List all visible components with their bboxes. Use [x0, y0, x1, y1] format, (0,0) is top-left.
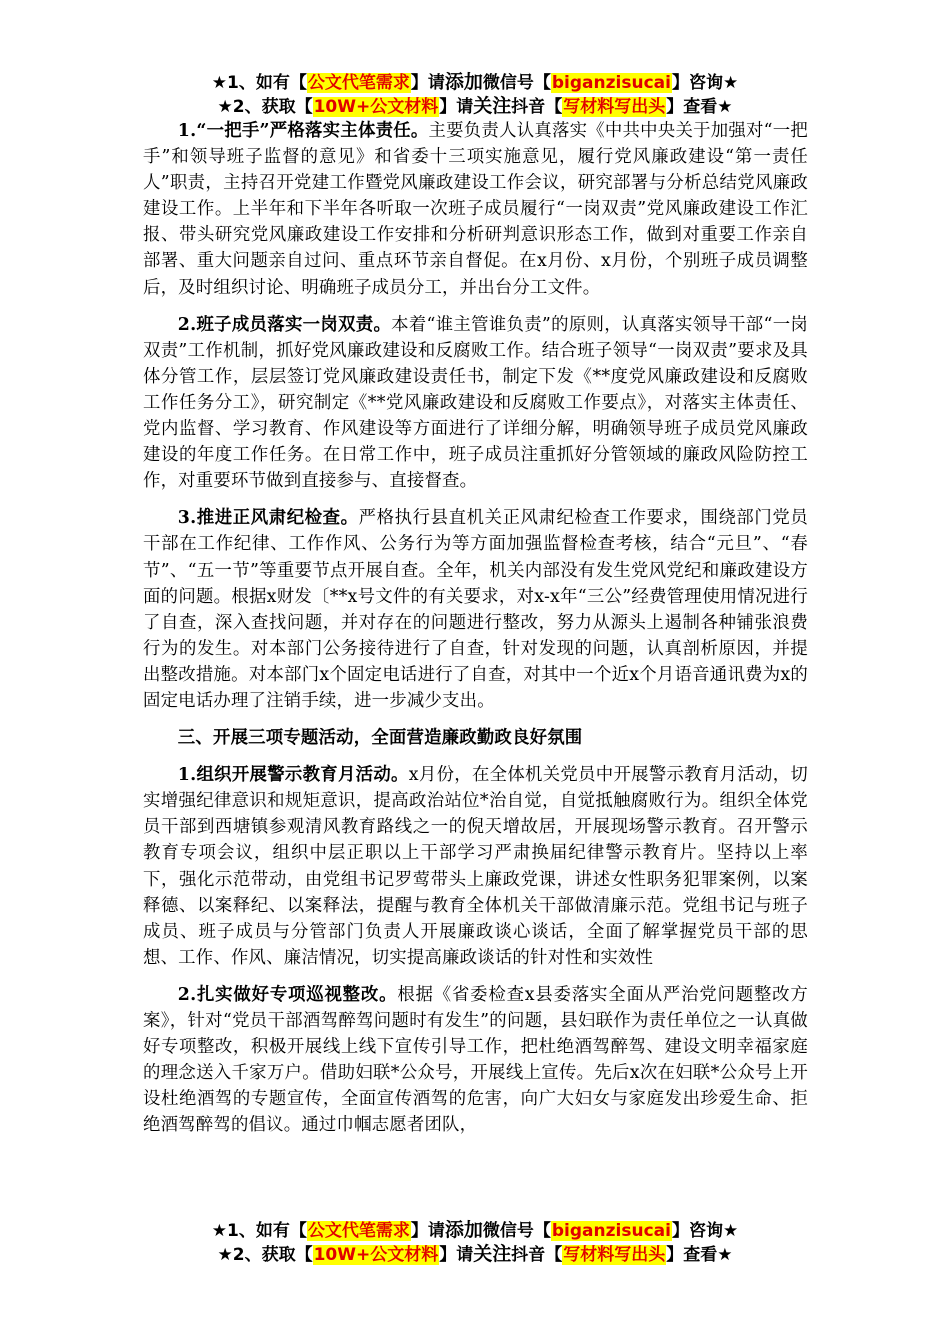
paragraph [143, 118, 808, 301]
banner-text: 】请 [410, 1221, 445, 1241]
banner-text: 抖音【 [511, 97, 563, 117]
banner-text: 】请 [410, 73, 445, 93]
banner-highlight: biganzisucai [551, 1221, 671, 1241]
banner-emphasis: 关注 [473, 95, 512, 117]
banner-highlight: 公文代笔需求 [307, 1221, 410, 1241]
paragraph-lead: 3.推进正风肃纪检查。 [177, 508, 359, 529]
banner-text: 】请 [439, 97, 474, 117]
banner-text: 】咨询★ [671, 73, 739, 93]
paragraph-lead: 1.“一把手”严格落实主体责任。 [177, 121, 429, 141]
banner-emphasis: 添加 [444, 1219, 483, 1241]
banner-highlight: 公文代笔需求 [307, 73, 410, 93]
banner-highlight: 10W+公文材料 [313, 97, 439, 117]
section-heading: 三、开展三项专题活动，全面营造廉政勤政良好氛围 [177, 728, 583, 749]
banner-text: 】咨询★ [671, 1221, 739, 1241]
promo-banner-top-line2 [150, 94, 800, 119]
paragraph-text: 严格执行县直机关正风肃纪检查工作要求，围绕部门党员干部在工作纪律、工作作风、公务行为等方面加强监督检查考核，结合“元旦”、“春节”、“五一节”等重要节点开展自查。全年，机关内部没有发生党风党纪和廉政建设方面的问题。根据x财发〔**x号文件的有关要求，对x-x年“三公”经费管理使用情况进行了自查，深入查找问题，并对存在的问题进行整改，努力从源头上遏制各种铺张浪费行为的发生。对本部门公务接待进行了自查，针对发现的问题，认真剖析原因，并提出整改措施。对本部门x个固定电话进行了自查，对其中一个近x个月语音通讯费为x的固定电话办理了注销手续，进一步减少支出。 [143, 508, 808, 711]
paragraph [143, 982, 808, 1139]
paragraph-text: 根据《省委检查x县委落实全面从严治党问题整改方案》，针对“党员干部酒驾醉驾问题时有发生”的问题，县妇联作为责任单位之一认真做好专项整改，积极开展线上线下宣传引导工作，把杜绝酒驾醉驾、建设文明幸福家庭的理念送入千家万户。借助妇联*公众号，开展线上宣传。先后x次在妇联*公众号上开设杜绝酒驾的专题宣传，全面宣传酒驾的危害，向广大妇女与家庭发出珍爱生命、拒绝酒驾醉驾的倡议。通过巾帼志愿者团队， [143, 984, 808, 1136]
paragraph-text: x月份，在全体机关党员中开展警示教育月活动，切实增强纪律意识和规矩意识，提高政治站位*治自觉，自觉抵触腐败行为。组织全体党员干部到西塘镇参观清风教育路线之一的倪天增故居，开展现场警示教育。召开警示教育专项会议，组织中层正职以上干部学习严肃换届纪律警示教育片。坚持以上率下，强化示范带动，由党组书记罗莺带头上廉政党课，讲述女性职务犯罪案例，以案释德、以案释纪、以案释法，提醒与教育全体机关干部做清廉示范。党组书记与班子成员、班子成员与分管部门负责人开展廉政谈心谈话，全面了解掌握党员干部的思想、工作、作风、廉洁情况，切实提高廉政谈话的针对性和实效性 [143, 765, 808, 968]
banner-highlight: 写材料写出头 [563, 97, 666, 117]
banner-highlight: biganzisucai [551, 73, 671, 93]
promo-banner-bottom-line2 [150, 1242, 800, 1267]
banner-highlight: 写材料写出头 [563, 1245, 666, 1265]
promo-banner-top-line1 [150, 70, 800, 95]
banner-text: ★1、如有【 [211, 73, 307, 93]
banner-text: ★1、如有【 [211, 1221, 307, 1241]
paragraph [143, 312, 808, 495]
paragraph-lead: 2.扎实做好专项巡视整改。 [177, 984, 398, 1005]
paragraph-lead: 2.班子成员落实一岗双责。 [177, 314, 392, 335]
paragraph-text: 主要负责人认真落实《中共中央关于加强对“一把手”和领导班子监督的意见》和省委十三项实施意见，履行党风廉政建设“第一责任人”职责，主持召开党建工作暨党风廉政建设工作会议，研究部署与分析总结党风廉政建设工作。上半年和下半年各听取一次班子成员履行“一岗双责”党风廉政建设工作汇报、带头研究党风廉政建设工作安排和分析研判意识形态工作，做到对重要工作亲自部署、重大问题亲自过问、重点环节亲自督促。在x月份、x月份，个别班子成员调整后，及时组织讨论、明确班子成员分工，并出台分工文件。 [143, 121, 808, 298]
banner-text: 抖音【 [511, 1245, 563, 1265]
banner-emphasis: 添加 [444, 71, 483, 93]
banner-text: 】查看★ [666, 1245, 733, 1265]
paragraph-text: 本着“谁主管谁负责”的原则，认真落实领导干部“一岗双责”工作机制，抓好党风廉政建设和反腐败工作。结合班子领导“一岗双责”要求及具体分管工作，层层签订党风廉政建设责任书，制定下发《**度党风廉政建设和反腐败工作任务分工》，研究制定《**党风廉政建设和反腐败工作要点》，对落实主体责任、党内监督、学习教育、作风建设等方面进行了详细分解，明确领导班子成员党风廉政建设的年度工作任务。在日常工作中，班子成员注重抓好分管领域的廉政风险防控工作，对重要环节做到直接参与、直接督查。 [143, 314, 808, 492]
banner-text: 】请 [439, 1245, 474, 1265]
paragraph-lead: 1.组织开展警示教育月活动。 [177, 765, 409, 786]
banner-text: ★2、获取【 [217, 97, 313, 117]
banner-highlight: 10W+公文材料 [313, 1245, 439, 1265]
document-body [143, 118, 808, 1149]
paragraph [143, 505, 808, 714]
promo-banner-bottom-line1 [150, 1218, 800, 1243]
banner-text: 微信号【 [482, 1221, 551, 1241]
banner-emphasis: 关注 [473, 1243, 512, 1265]
banner-text: ★2、获取【 [217, 1245, 313, 1265]
paragraph [143, 762, 808, 971]
banner-text: 】查看★ [666, 97, 733, 117]
banner-text: 微信号【 [482, 73, 551, 93]
